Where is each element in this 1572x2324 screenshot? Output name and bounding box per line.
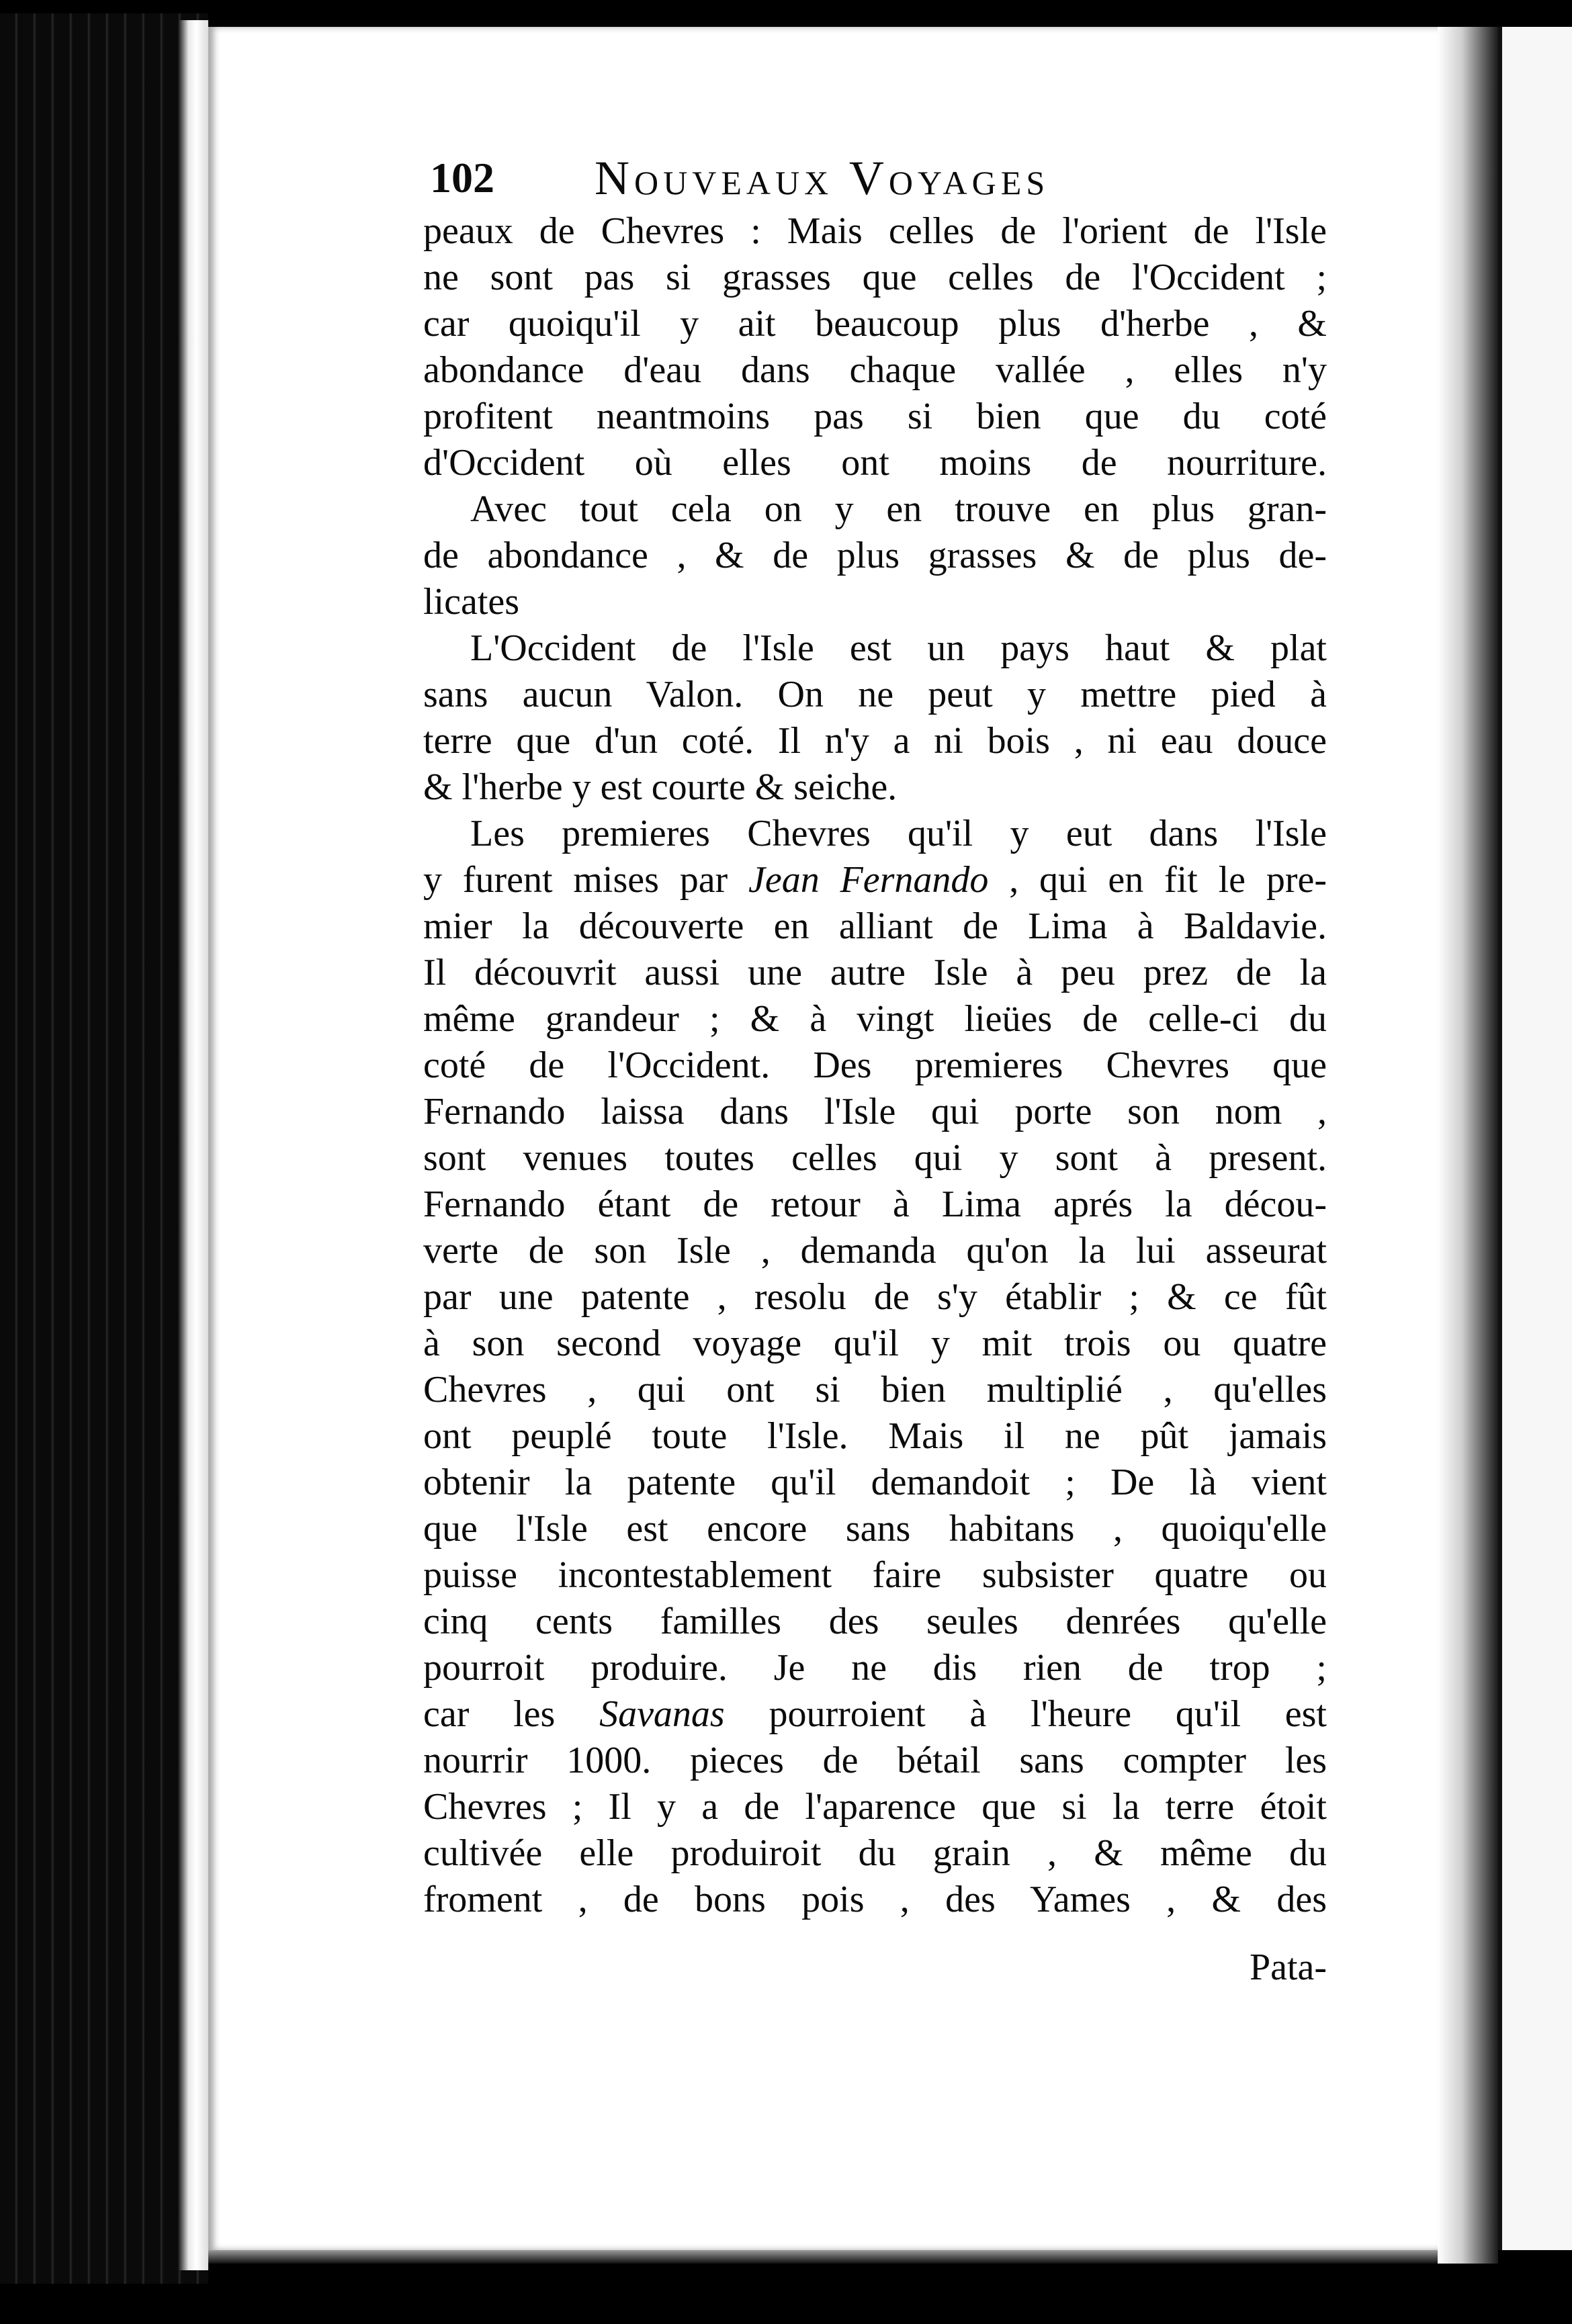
book-right-sheet bbox=[1498, 27, 1572, 2250]
italic-term: Savanas bbox=[599, 1693, 725, 1735]
text-line: verte de son Isle , demanda qu'on la lui asseurat bbox=[423, 1230, 1327, 1271]
text-line: profitent neantmoins pas si bien que du coté bbox=[423, 396, 1327, 437]
text-line: licates bbox=[423, 581, 520, 623]
text-line: cultivée elle produiroit du grain , & même du bbox=[423, 1832, 1327, 1874]
text-line: car les Savanas pourroient à l'heure qu'il est bbox=[423, 1693, 1327, 1735]
text-line: terre que d'un coté. Il n'y a ni bois , ni eau douce bbox=[423, 720, 1327, 762]
text-line: mier la découverte en alliant de Lima à Baldavie. bbox=[423, 905, 1327, 947]
text-line: froment , de bons pois , des Yames , & des bbox=[423, 1879, 1327, 1920]
page-number: 102 bbox=[430, 154, 494, 202]
text-line: Fernando laissa dans l'Isle qui porte son nom , bbox=[423, 1091, 1327, 1132]
text-line: Chevres , qui ont si bien multiplié , qu'elles bbox=[423, 1369, 1327, 1411]
text-line: abondance d'eau dans chaque vallée , elles n'y bbox=[423, 349, 1327, 391]
text-line: à son second voyage qu'il y mit trois ou quatre bbox=[423, 1323, 1327, 1364]
text-line: de abondance , & de plus grasses & de plus de- bbox=[423, 535, 1327, 576]
text-line: peaux de Chevres : Mais celles de l'orient de l'Isle bbox=[423, 210, 1327, 252]
text-line: Les premieres Chevres qu'il y eut dans l'Isle bbox=[470, 813, 1327, 854]
text-line: car quoiqu'il y ait beaucoup plus d'herbe , & bbox=[423, 303, 1327, 345]
text-line: y furent mises par Jean Fernando , qui en fit le pre- bbox=[423, 859, 1327, 901]
text-line: sont venues toutes celles qui y sont à present. bbox=[423, 1137, 1327, 1179]
text-line: d'Occident où elles ont moins de nourriture. bbox=[423, 442, 1327, 484]
book-right-edge bbox=[1438, 27, 1498, 2264]
text-line: coté de l'Occident. Des premieres Chevres que bbox=[423, 1044, 1327, 1086]
running-title: Nouveaux Voyages bbox=[595, 151, 1050, 205]
italic-term: Jean Fernando bbox=[748, 859, 989, 901]
book-left-page-edges bbox=[0, 13, 208, 2284]
text-line: nourrir 1000. pieces de bétail sans compter les bbox=[423, 1740, 1327, 1781]
text-line: par une patente , resolu de s'y établir ; & ce fût bbox=[423, 1276, 1327, 1318]
text-line: que l'Isle est encore sans habitans , quoiqu'elle bbox=[423, 1508, 1327, 1550]
text-line: Il découvrit aussi une autre Isle à peu prez de la bbox=[423, 952, 1327, 993]
text-line: même grandeur ; & à vingt lieües de celle-ci du bbox=[423, 998, 1327, 1040]
text-line: Chevres ; Il y a de l'aparence que si la terre étoit bbox=[423, 1786, 1327, 1828]
text-line: sans aucun Valon. On ne peut y mettre pied à bbox=[423, 674, 1327, 715]
body-text bbox=[423, 208, 1327, 1923]
book-gutter bbox=[178, 20, 208, 2270]
text-line: Fernando étant de retour à Lima aprés la décou- bbox=[423, 1183, 1327, 1225]
text-line: ont peuplé toute l'Isle. Mais il ne pût jamais bbox=[423, 1415, 1327, 1457]
running-head bbox=[430, 151, 1337, 205]
text-line: puisse incontestablement faire subsister quatre ou bbox=[423, 1554, 1327, 1596]
text-line: cinq cents familles des seules denrées qu'elle bbox=[423, 1601, 1327, 1642]
text-line: obtenir la patente qu'il demandoit ; De là vient bbox=[423, 1462, 1327, 1503]
text-line: L'Occident de l'Isle est un pays haut & plat bbox=[470, 627, 1327, 669]
text-line: ne sont pas si grasses que celles de l'Occident ; bbox=[423, 257, 1327, 298]
page-bottom-shadow bbox=[208, 2250, 1438, 2264]
text-line: pourroit produire. Je ne dis rien de trop ; bbox=[423, 1647, 1327, 1689]
text-line: & l'herbe y est courte & seiche. bbox=[423, 766, 898, 808]
text-line: Avec tout cela on y en trouve en plus gran- bbox=[470, 488, 1327, 530]
catchword: Pata- bbox=[1249, 1947, 1327, 1988]
